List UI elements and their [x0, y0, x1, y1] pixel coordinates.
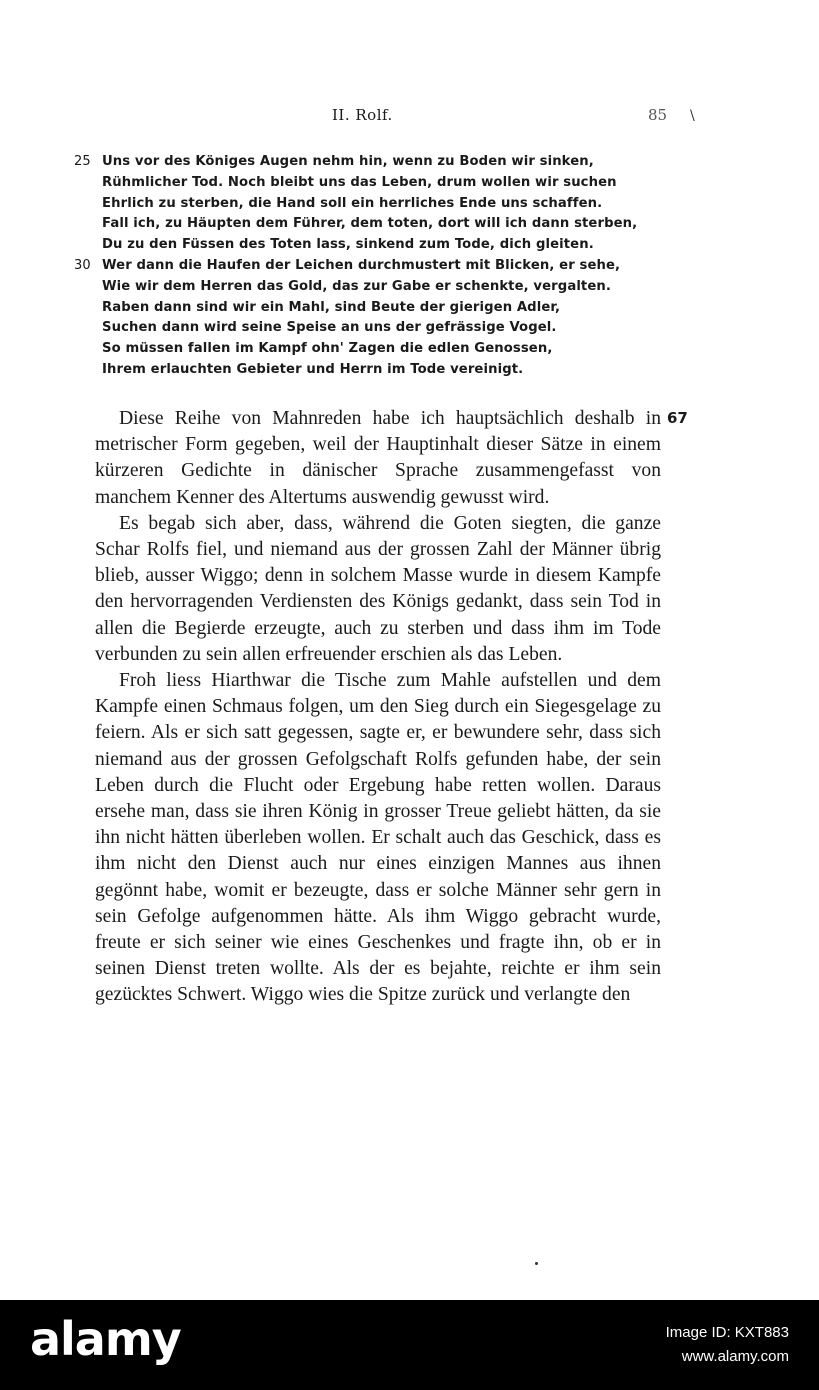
watermark-logo: alamy: [30, 1312, 181, 1366]
verse-line-text: So müssen fallen im Kampf ohn' Zagen die edlen Genossen,: [102, 341, 553, 357]
margin-section-number: 67: [667, 409, 688, 427]
verse-line: [70, 194, 690, 215]
running-title: II. Rolf.: [332, 106, 393, 124]
prose-paragraph: Froh liess Hiarthwar die Tische zum Mahle aufstellen und dem Kampfe einen Schmaus folgen, um den Sieg durch ein Siegesgelage zu feiern. Als er sich satt gegessen, sagte er, er bewundere sehr, dass sich niemand aus der grossen Gefolgschaft Rolfs gefunden habe, der sein Leben durch die Flucht oder Ergebung habe retten wollen. Daraus ersehe man, dass sie ihren König in grosser Treue geliebt hätten, da sie ihn nicht hätten überleben wollen. Er schalt auch das Geschick, dass es ihm nicht den Dienst auch nur eines einzigen Mannes aus ihnen gegönnt habe, womit er bezeugte, dass er solche Männer sehr gern in sein Gefolge aufgenommen hätte. Als ihm Wiggo gebracht wurde, freute er sich seiner wie eines Geschenkes und fragte ihn, ob er in seinen Dienst treten wollte. Als der es bejahte, reichte er ihm sein gezücktes Schwert. Wiggo wies die Spitze zurück und verlangte den: [95, 670, 661, 1006]
verse-line-text: Ihrem erlauchten Gebieter und Herrn im Tode vereinigt.: [102, 361, 524, 377]
verse-line-number: 25: [74, 154, 91, 169]
verse-line-text: Uns vor des Königes Augen nehm hin, wenn zu Boden wir sinken,: [102, 154, 594, 169]
verse-line: [70, 360, 690, 381]
prose-paragraph: Diese Reihe von Mahnreden habe ich hauptsächlich deshalb in metrischer Form gegeben, weil der Hauptinhalt dieser Sätze in einem kürzeren Gedichte in dänischer Sprache zusammengefasst von manchem Kenner des Altertums auswendig gewusst wird.: [95, 408, 661, 508]
verse-line-text: Raben dann sind wir ein Mahl, sind Beute der gierigen Adler,: [102, 299, 561, 315]
verse-line: [70, 152, 690, 173]
verse-line: [70, 214, 690, 235]
verse-line: [70, 339, 690, 360]
watermark-bar: [0, 1300, 819, 1390]
page-number: 85: [648, 106, 668, 124]
verse-line: [70, 298, 690, 319]
verse-line-text: Wie wir dem Herren das Gold, das zur Gabe er schenkte, vergalten.: [102, 278, 611, 294]
verse-line: [70, 277, 690, 298]
verse-line-text: Ehrlich zu sterben, die Hand soll ein herrliches Ende uns schaffen.: [102, 195, 603, 211]
stray-dot: [535, 1262, 538, 1265]
prose-body: [95, 406, 661, 1009]
verse-line-number: 30: [74, 257, 91, 273]
verse-block: [70, 152, 690, 381]
verse-line-text: Suchen dann wird seine Speise an uns der gefrässige Vogel.: [102, 320, 557, 336]
page-tick-mark: \: [690, 108, 695, 124]
watermark-url: www.alamy.com: [681, 1348, 789, 1365]
verse-line: [70, 318, 690, 339]
verse-line-text: Wer dann die Haufen der Leichen durchmustert mit Blicken, er sehe,: [102, 257, 621, 273]
prose-paragraph: Es begab sich aber, dass, während die Goten siegten, die ganze Schar Rolfs fiel, und niemand aus der grossen Zahl der Männer übrig blieb, ausser Wiggo; denn in solchem Masse wurde in diesem Kampfe den hervorragenden Verdiensten des Königs gedankt, dass sein Tod in allen die Begierde erzeugte, auch zu sterben und dass ihm im Tode verbunden zu sein allen erfreuender erschien als das Leben.: [95, 512, 661, 665]
verse-line-text: Du zu den Füssen des Toten lass, sinkend zum Tode, dich gleiten.: [102, 237, 594, 253]
watermark-image-id: Image ID: KXT883: [665, 1324, 789, 1341]
page-header: [0, 106, 819, 130]
verse-line: [70, 173, 690, 194]
verse-line: [70, 256, 690, 277]
verse-line-text: Fall ich, zu Häupten dem Führer, dem toten, dort will ich dann sterben,: [102, 216, 638, 232]
verse-line-text: Rühmlicher Tod. Noch bleibt uns das Leben, drum wollen wir suchen: [102, 174, 617, 190]
verse-line: [70, 235, 690, 256]
